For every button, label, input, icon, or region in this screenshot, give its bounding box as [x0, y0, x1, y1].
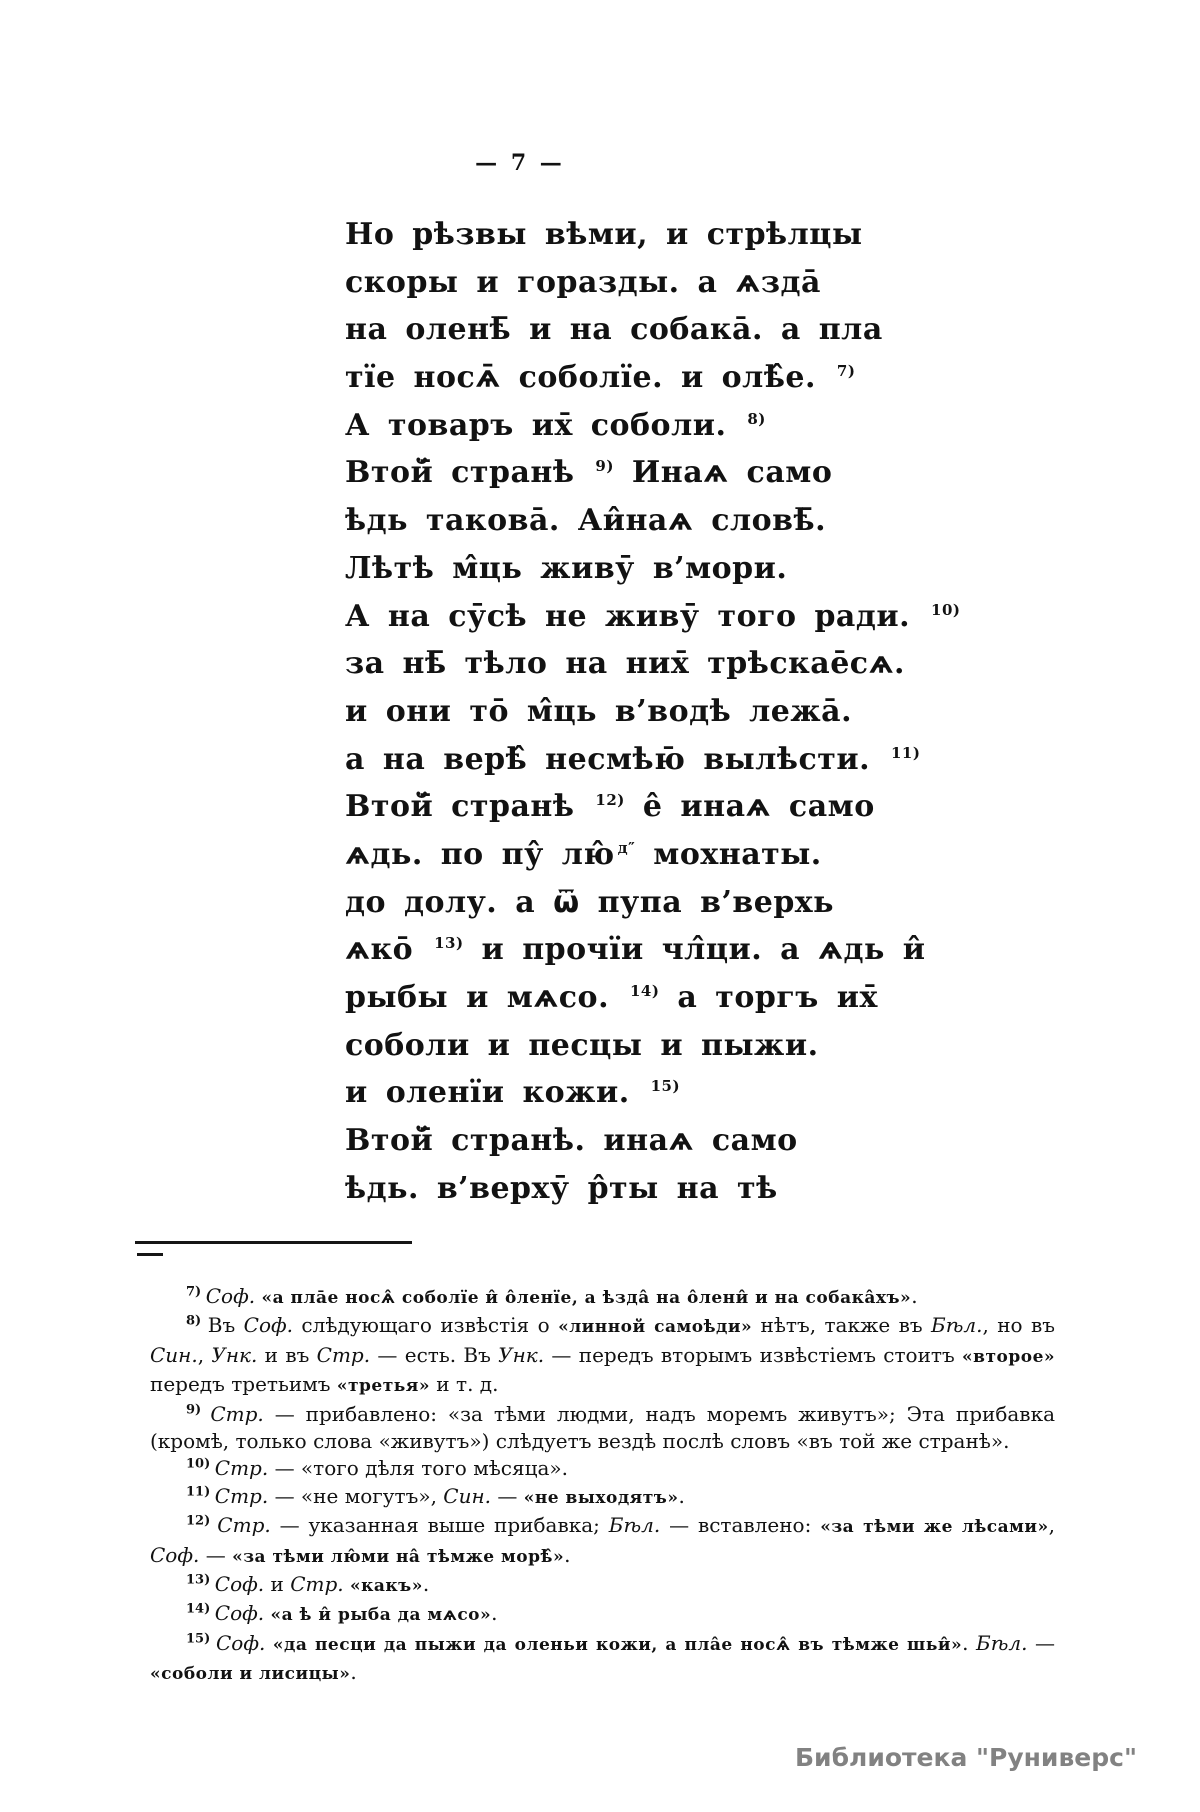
- manuscript-line: до долу. а ѿ пупа в’верхь: [345, 884, 835, 920]
- church-slavonic-quote: «за тѣми же лѣсами»: [820, 1517, 1049, 1538]
- manuscript-line: Втой̄ странѣ $^{9)}$ Инаѧ само: [345, 455, 833, 491]
- footnote-label: 7): [186, 1284, 206, 1300]
- manuscript-line: А на сӯсѣ не живӯ того ради. $^{10)}$: [345, 598, 961, 634]
- manuscript-line: тїе носѧ̄ соболїе. и олѣ̂е. $^{7)}$: [345, 360, 856, 396]
- manuscript-siglum: Соф.: [205, 1284, 256, 1308]
- footnote-label: 13): [186, 1572, 215, 1588]
- footnote-label: 8): [186, 1313, 208, 1329]
- footnote-11: $^{11)}$ Стр. — «не могутъ», Син. — «не выходятъ».: [186, 1483, 685, 1508]
- manuscript-siglum: Соф.: [214, 1572, 265, 1597]
- footnote-14: $^{14)}$ Соф. «а ѣ и̂ рыба да мѧсо».: [186, 1601, 498, 1626]
- page-number: — 7 —: [475, 150, 565, 176]
- manuscript-siglum: Соф.: [214, 1601, 265, 1626]
- church-slavonic-quote: «второе»: [962, 1346, 1056, 1367]
- footnote-reference: 11): [891, 743, 921, 762]
- footnote-12: $^{12)}$ Стр. — указанная выше прибавка; Бѣл. — вставлено: «за тѣми же лѣсами», Соф. — «за тѣми лю̂ми на̂ тѣмже морѣ̂».: [150, 1513, 1056, 1567]
- footnote-reference: 10): [931, 600, 961, 619]
- footnote-label: 9): [186, 1401, 211, 1417]
- manuscript-siglum: Стр.: [214, 1456, 269, 1481]
- manuscript-line: рыбы и мѧсо. $^{14)}$ а торгъ их̄: [345, 980, 878, 1015]
- footnote-separator-tick: [137, 1253, 163, 1256]
- footnote-label: 15): [186, 1631, 216, 1647]
- manuscript-siglum: Стр.: [210, 1401, 264, 1426]
- manuscript-line: а на верѣ̂ несмѣю̄ вылѣсти. $^{11)}$: [345, 741, 921, 777]
- church-slavonic-quote: «третья»: [336, 1376, 430, 1397]
- manuscript-siglum: Унк.: [211, 1342, 258, 1367]
- manuscript-line: Втой̄ странѣ $^{12)}$ е̂ инаѧ само: [345, 789, 875, 825]
- church-slavonic-quote: «какъ»: [349, 1576, 423, 1597]
- manuscript-siglum: Стр.: [214, 1483, 269, 1508]
- manuscript-line: соболи и песцы и пыжи.: [345, 1027, 819, 1063]
- footnote-reference: 9): [595, 457, 614, 476]
- manuscript-line: А товаръ их̄ соболи. $^{8)}$: [345, 407, 766, 443]
- manuscript-line: Втой̄ странѣ. инаѧ само: [345, 1123, 798, 1159]
- manuscript-line: Но рѣзвы вѣми, и стрѣлцы: [345, 217, 863, 252]
- manuscript-siglum: Унк.: [498, 1342, 545, 1367]
- footnote-15: $^{15)}$ Соф. «да песци да пыжи да оленьи кожи, а пла̂е носѧ̂ въ тѣмже шьи̂». Бѣл. — «соболи и лисицы».: [150, 1630, 1055, 1685]
- footnote-reference: 13): [434, 934, 464, 953]
- church-slavonic-quote: «соболи и лисицы»: [150, 1664, 351, 1685]
- church-slavonic-quote: «за тѣми лю̂ми на̂ тѣмже морѣ̂»: [232, 1546, 565, 1567]
- manuscript-siglum: Стр.: [290, 1572, 344, 1597]
- manuscript-line: и оленїи кожи. $^{15)}$: [345, 1075, 681, 1111]
- manuscript-siglum: Бѣл.: [976, 1630, 1028, 1655]
- library-watermark: Библиотека "Руниверс": [795, 1743, 1137, 1772]
- church-slavonic-quote: «да песци да пыжи да оленьи кожи, а пла̂е носѧ̂ въ тѣмже шьи̂»: [272, 1634, 963, 1655]
- footnote-reference: д″: [617, 838, 636, 857]
- footnote-9: $^{9)}$ Стр. — прибавлено: «за тѣми людми, надъ моремъ живутъ»; Эта прибавка (кромѣ, только слова «живутъ») слѣдуетъ вездѣ послѣ словъ «въ той же странѣ».: [150, 1401, 1055, 1454]
- manuscript-text-block: [345, 211, 961, 1212]
- footnote-reference: 12): [595, 791, 625, 810]
- church-slavonic-quote: «линной самоѣди»: [558, 1317, 753, 1338]
- footnotes-block: [150, 1283, 1055, 1689]
- manuscript-line: и они то̄ м̂ць в’водѣ лежа̄.: [345, 693, 853, 729]
- church-slavonic-quote: «а ѣ и̂ рыба да мѧсо»: [270, 1605, 492, 1626]
- manuscript-siglum: Бѣл.: [608, 1513, 661, 1538]
- manuscript-siglum: Соф.: [150, 1542, 200, 1567]
- footnote-label: 11): [186, 1484, 215, 1500]
- manuscript-siglum: Син.: [443, 1483, 491, 1508]
- manuscript-line: ѧко̄ $^{13)}$ и прочїи чл̂ци. а ѧдь и̂: [345, 932, 926, 968]
- manuscript-siglum: Син.: [150, 1342, 198, 1367]
- footnote-13: $^{13)}$ Соф. и Стр. «какъ».: [186, 1572, 430, 1597]
- footnote-label: 14): [186, 1601, 215, 1617]
- manuscript-line: на оленѣ̄ и на собака̄. а пла: [345, 312, 883, 348]
- manuscript-line: ѧдь. по пу̂ лю̂ $^{д''}$ мохнаты.: [345, 836, 822, 872]
- manuscript-line: скоры и горазды. а ѧзда̄: [345, 264, 821, 300]
- footnote-8: $^{8)}$ Въ Соф. слѣдующаго извѣстія о «линной самоѣди» нѣтъ, также въ Бѣл., но въ Син., Унк. и въ Стр. — есть. Въ Унк. — передъ вторымъ извѣстіемъ стоитъ «второе» передъ третьимъ «третья» и т. д.: [150, 1313, 1056, 1397]
- church-slavonic-quote: «не выходятъ»: [523, 1487, 679, 1508]
- manuscript-line: ѣдь. в’верхӯ р̂ты на тѣ: [345, 1170, 778, 1206]
- footnote-separator-rule: [135, 1241, 412, 1244]
- footnote-7: $^{7)}$ Соф. «а пла̄е носѧ̂ соболїе и̂ о̂ленїе, а ѣзда̂ на о̂лени̂ и на собака̂хъ».: [186, 1284, 918, 1308]
- manuscript-siglum: Бѣл.: [931, 1313, 983, 1338]
- footnote-label: 12): [186, 1513, 218, 1529]
- footnote-10: $^{10)}$ Стр. — «того дѣля того мѣсяца».: [186, 1456, 569, 1481]
- manuscript-line: за нѣ̄ тѣло на них̄ трѣскае̄сѧ.: [345, 646, 905, 682]
- footnote-reference: 14): [629, 982, 660, 1000]
- footnote-reference: 7): [836, 362, 856, 381]
- manuscript-siglum: Соф.: [243, 1313, 293, 1338]
- footnote-reference: 8): [747, 409, 766, 428]
- church-slavonic-quote: «а пла̄е носѧ̂ соболїе и̂ о̂ленїе, а ѣзда̂ на о̂лени̂ и на собака̂хъ»: [261, 1288, 912, 1308]
- manuscript-line: Лѣтѣ м̂ць живӯ в’мори.: [345, 550, 788, 586]
- manuscript-siglum: Стр.: [316, 1342, 371, 1367]
- manuscript-line: ѣдь такова̄. Аи̂наѧ словѣ̄.: [345, 503, 827, 539]
- manuscript-siglum: Стр.: [217, 1513, 271, 1538]
- manuscript-siglum: Соф.: [215, 1630, 266, 1655]
- footnote-reference: 15): [650, 1077, 681, 1096]
- footnote-label: 10): [186, 1456, 215, 1472]
